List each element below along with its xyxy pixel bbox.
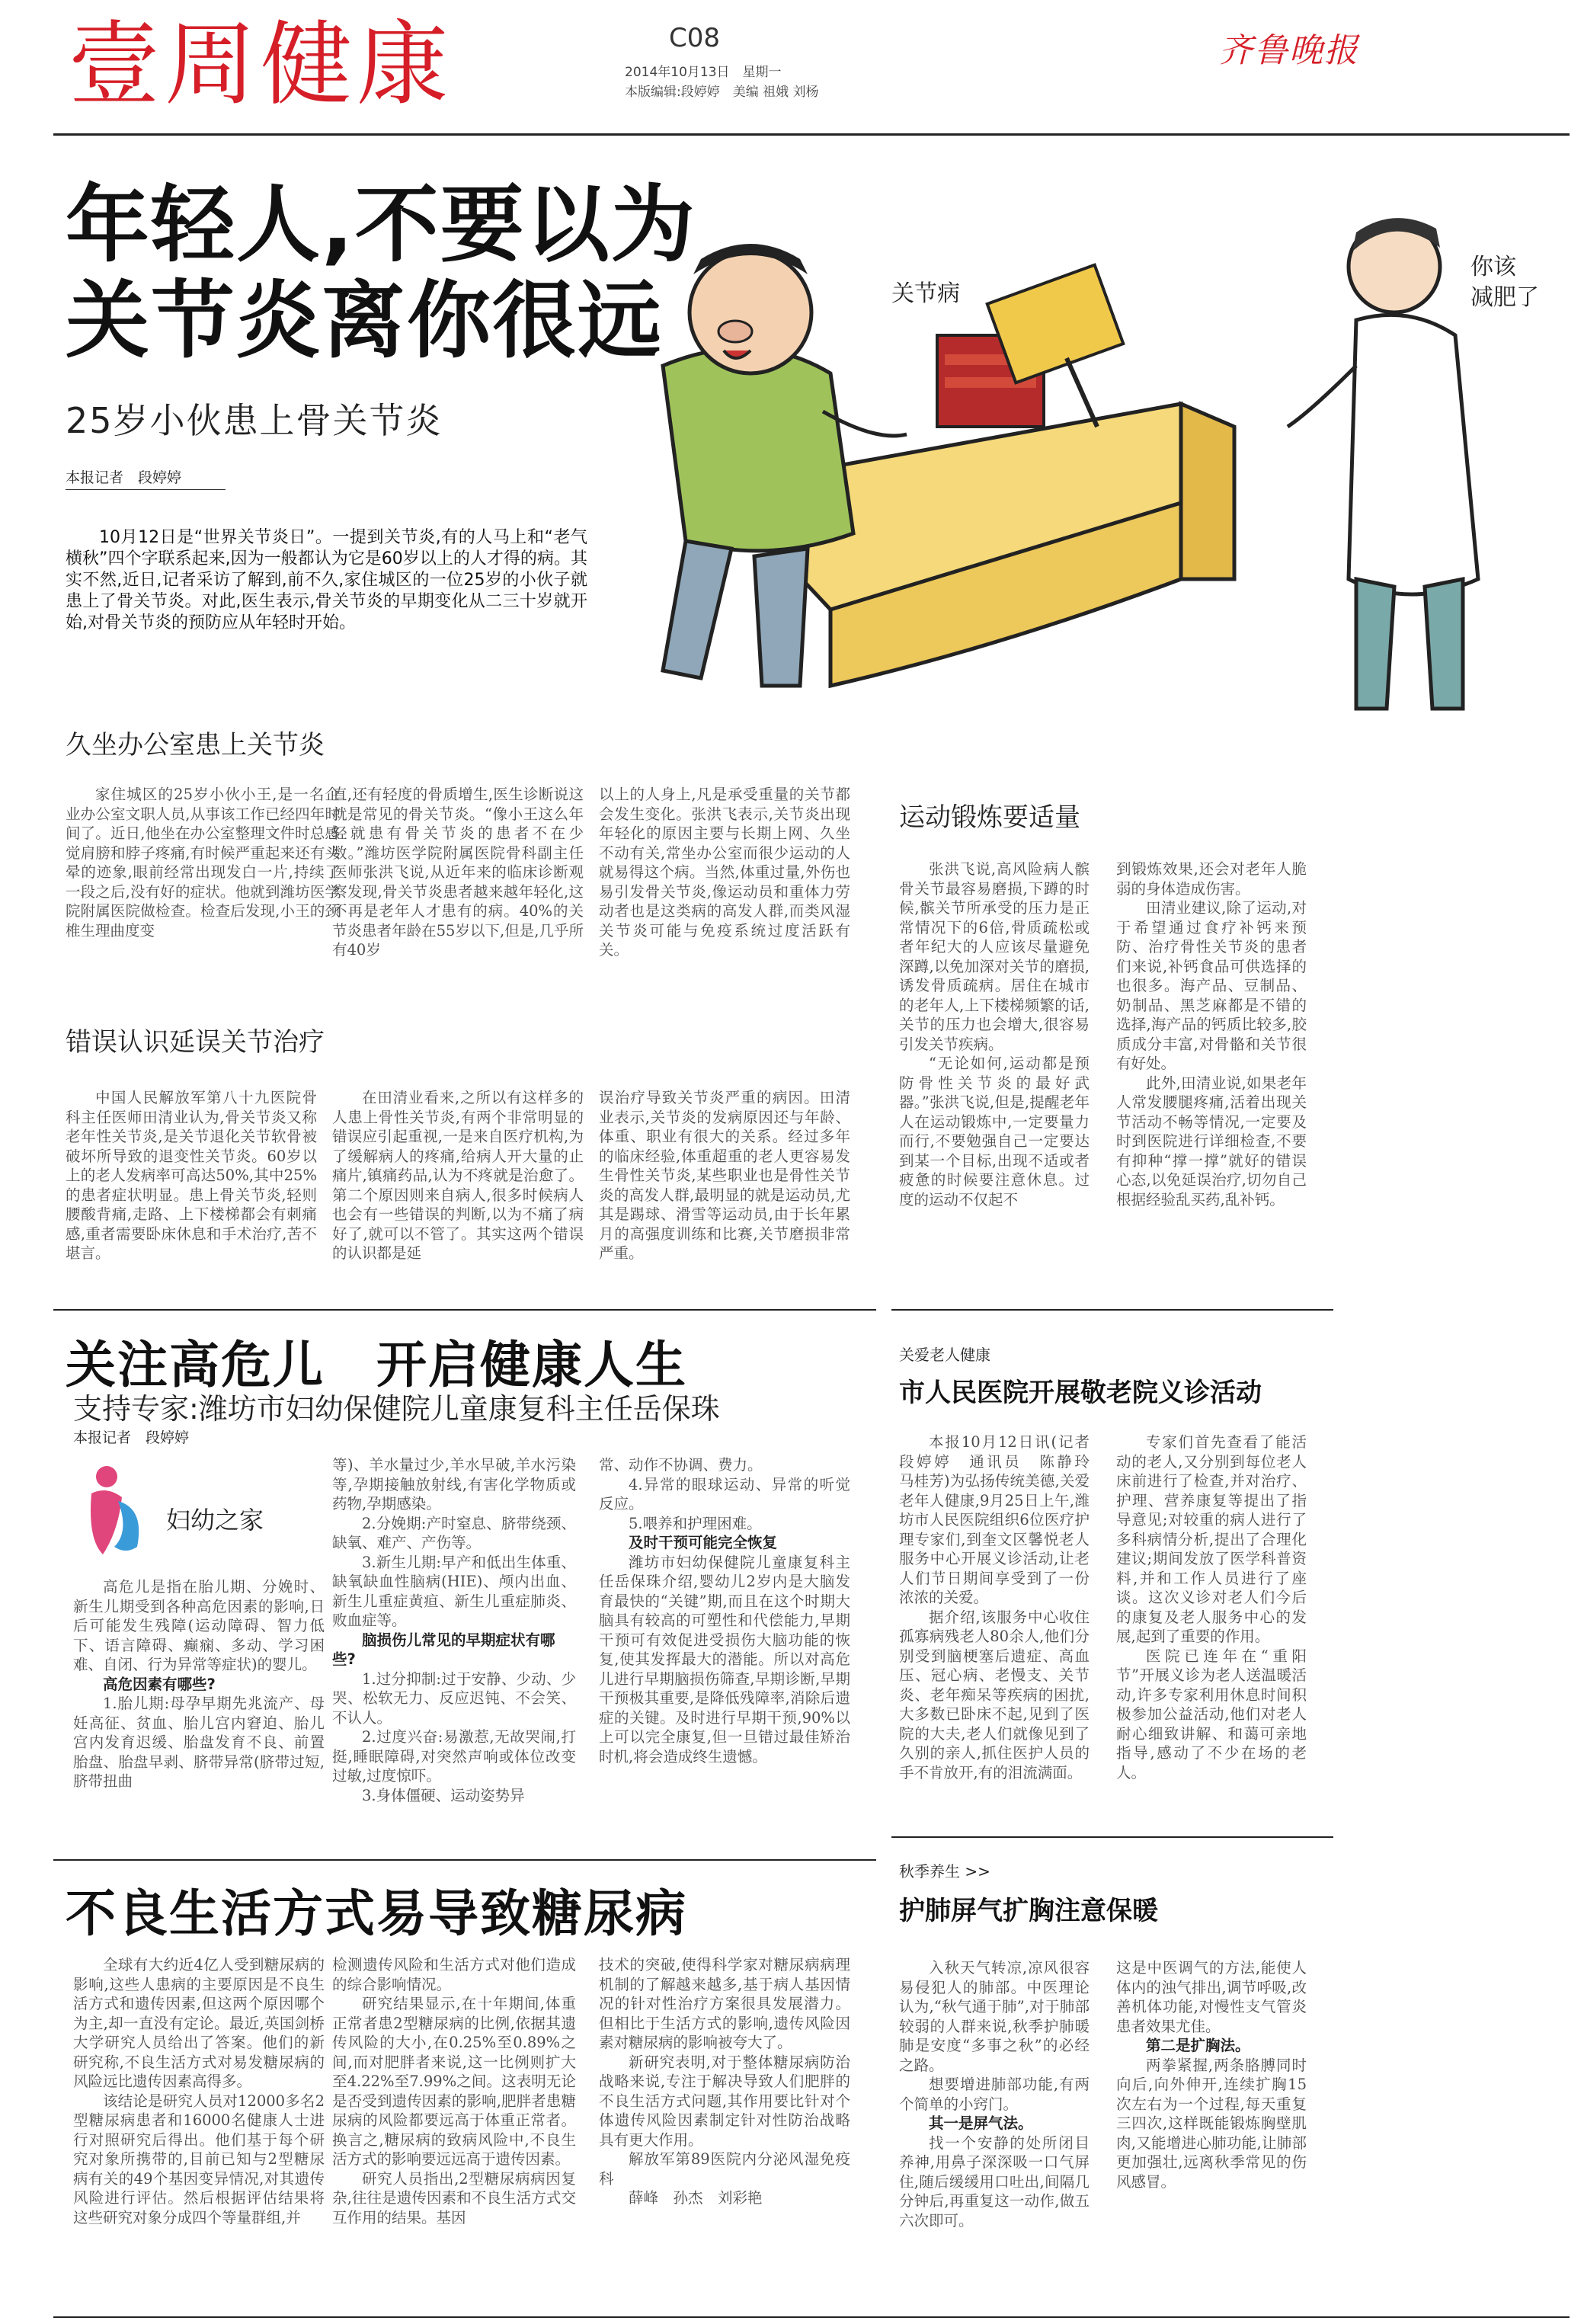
divider-article2 — [53, 1309, 876, 1311]
article4-col2: 专家们首先查看了能活动的老人,又分别到每位老人床前进行了检查,并对治疗、护理、营养康复等提出了指导意见;对较重的病人进行了多科病情分析,提出了合理化建议;期间发放了医学科普资料,并和工作人员进行了座谈。这次义诊对老人们今后的康复及老人服务中心的发展,起到了重要的作用。 医院已连年在“重阳节”开展义诊为老人送温暖活动,许多专家利用休息时间积极参加公益活动,他们对老人耐心细致讲解、和蔼可亲地指导,感动了不少在场的老人。 — [1116, 1433, 1307, 1781]
divider-article4 — [891, 1309, 1333, 1311]
masthead-rule — [53, 133, 1570, 136]
article3-col1: 全球有大约近4亿人受到糖尿病的影响,这些人患病的主要原因是不良生活方式和遗传因素,但这两个原因哪个为主,却一直没有定论。最近,英国剑桥大学研究人员给出了答案。他们的新研究称,不良生活方式对易发糖尿病的风险远比遗传因素高得多。 该结论是研究人员对12000多名2型糖尿病患者和16000名健康人士进行对照研究后得出。他们基于每个研究对象所携带的,目前已知与2型糖尿病有关的49个基因变异情况,对其遗传风险进行评估。然后根据评估结果将这些研究对象分成四个等量群组,并 — [73, 1956, 325, 2226]
article3-col2: 检测遗传风险和生活方式对他们造成的综合影响情况。 研究结果显示,在十年期间,体重正常者患2型糖尿病的比例,依据其遗传风险的大小,在0.25%至0.89%之间,而对肥胖者来说,这一比例则扩大至4.22%至7.99%之间。这表明无论是否受到遗传因素的影响,肥胖者患糖尿病的风险都要远高于体重正常者。换言之,糖尿病的致病风险中,不良生活方式的影响要远远高于遗传因素。 研究人员指出,2型糖尿病病因复杂,往往是遗传因素和不良生活方式交互作用的结果。基因 — [332, 1956, 576, 2226]
article4-col1: 本报10月12日讯(记者段婷婷 通讯员 陈静玲 马桂芳)为弘扬传统美德,关爱老年人健康,9月25日上午,潍坊市人民医院组织6位医疗护理专家们,到奎文区馨悦老人服务中心开展义诊活动,让老人们节日期间享受到了一份浓浓的关爱。 据介绍,该服务中心收住孤寡病残老人80余人,他们分别受到脑梗塞后遗症、高血压、冠心病、老慢支、关节炎、老年痴呆等疾病的困扰,大多数已卧床不起,见到了医院的大夫,老人们就像见到了久别的亲人,抓住医护人员的手不肯放开,有的泪流满面。 — [899, 1433, 1105, 1781]
article1-section3-col1: 张洪飞说,高风险病人髌骨关节最容易磨损,下蹲的时候,髌关节所承受的压力是正常情况下的6倍,骨质疏松或者年纪大的人应该尽量避免深蹲,以免加深对关节的磨损,诱发骨质疏病。居住在城市的老年人,上下楼梯频繁的话,关节的压力也会增大,很容易引发关节疾病。 “无论如何,运动都是预防骨性关节炎的最好武器。”张洪飞说,但是,提醒老年人在运动锻炼中,一定要量力而行,不要勉强自己一定要达到某一个目标,出现不适或者疲惫的时候要注意休息。过度的运动不仅起不 — [899, 860, 1090, 1208]
article1-section2-col3: 误治疗导致关节炎严重的病因。田清业表示,关节炎的发病原因还与年龄、体重、职业有很大的关系。经过多年的临床经验,体重超重的老人更容易发生骨性关节炎,某些职业也是骨性关节炎的高发人群,最明显的就是运动员,尤其是踢球、滑雪等运动员,由于长年累月的高强度训练和比赛,关节磨损非常严重。 — [599, 1089, 850, 1262]
article1-section1-col3: 以上的人身上,凡是承受重量的关节都会发生变化。张洪飞表示,关节炎出现年轻化的原因主要与长期上网、久坐不动有关,常坐办公室而很少运动的人就易得这个病。当然,体重过量,外伤也易引发骨关节炎,像运动员和重体力劳动者也是这类病的高发人群,而类风湿关节炎可能与免疫系统过度活跃有关。 — [599, 786, 850, 959]
article5-kicker: 秋季养生 >> — [899, 1862, 990, 1881]
page-number: C08 — [669, 23, 721, 53]
speech-patient: 关节病 — [891, 280, 960, 307]
article2-headline: 关注高危儿 开启健康人生 — [66, 1336, 687, 1394]
article2-subheadline: 支持专家:潍坊市妇幼保健院儿童康复科主任岳保珠 — [73, 1392, 720, 1426]
article5-col1: 入秋天气转凉,凉风很容易侵犯人的肺部。中医理论认为,“秋气通于肺”,对于肺部较弱的人群来说,秋季护肺暖肺是安度“多事之秋”的必经之路。 想要增进肺部功能,有两个简单的小窍门。 其一是屏气法。 找一个安静的处所闭目养神,用鼻子深深吸一口气屏住,随后缓缓用口吐出,间隔几分钟后,再重复这一动作,做五六次即可。 — [899, 1959, 1090, 2230]
article1-section1-col1: 家住城区的25岁小伙小王,是一名企业办公室文职人员,从事该工作已经四年时间了。近日,他坐在办公室整理文件时总感觉肩膀和脖子疼痛,有时候严重起来还有头晕的迹象,眼前经常出现发白一片,持续了一段之后,没有好的症状。他就到潍坊医学院附属医院做检查。检查后发现,小王的颈椎生理曲度变 — [66, 786, 340, 940]
speech-doctor-line2: 减肥了 — [1470, 284, 1539, 311]
article1-section2-title: 错误认识延误关节治疗 — [66, 1027, 325, 1058]
article1-headline-line2: 关节炎离你很远 — [66, 272, 663, 370]
article1-headline-line1: 年轻人,不要以为 — [66, 176, 696, 274]
article4-headline: 市人民医院开展敬老院义诊活动 — [899, 1378, 1262, 1408]
doctor-figure-icon — [1288, 218, 1478, 709]
article2-col3: 常、动作不协调、费力。 4.异常的眼球运动、异常的听觉反应。 5.喂养和护理困难。 及时干预可能完全恢复 潍坊市妇幼保健院儿童康复科主任岳保珠介绍,婴幼儿2岁内是大脑发育最快的“关键”期,而且在这个时期大脑具有较高的可塑性和代偿能力,早期干预可有效促进受损伤大脑功能的恢复,使其发挥最大的潜能。所以对高危儿进行早期脑损伤筛查,早期诊断,早期干预极其重要,是降低残障率,消除后遗症的关键。及时进行早期干预,90%以上可以完全康复,但一旦错过最佳矫治时机,将会造成终生遗憾。 — [599, 1456, 850, 1765]
byline-underline — [66, 489, 226, 490]
bottom-rule — [53, 2316, 1570, 2318]
cartoon-illustration — [602, 183, 1550, 735]
issue-meta — [625, 62, 819, 102]
speech-doctor-line1: 你该 — [1470, 254, 1516, 280]
article3-col3: 技术的突破,使得科学家对糖尿病病理机制的了解越来越多,基于病人基因情况的针对性治疗方案很具发展潜力。但相比于生活方式的影响,遗传风险因素对糖尿病的影响被夸大了。 新研究表明,对于整体糖尿病防治战略来说,专注于解决导致人们肥胖的不良生活方式问题,其作用要比针对个体遗传风险因素制定针对性防治战略具有更大作用。 解放军第89医院内分泌风湿免疫科 薛峰 孙杰 刘彩艳 — [599, 1956, 850, 2207]
article5-col2: 这是中医调气的方法,能使人体内的浊气排出,调节呼吸,改善机体功能,对慢性支气管炎患者效果尤佳。 第二是扩胸法。 两拳紧握,两条胳膊同时向后,向外伸开,连续扩胸15次左右为一个过程,每天重复三四次,这样既能锻炼胸壁肌肉,又能增进心肺功能,让肺部更加强壮,远离秋季常见的伤风感冒。 — [1116, 1959, 1307, 2191]
mother-child-logo-icon — [76, 1463, 160, 1562]
section-title: 壹周健康 — [69, 12, 453, 118]
divider-article3 — [53, 1859, 876, 1861]
article2-col2: 等)、羊水量过少,羊水早破,羊水污染等,孕期接触放射线,有害化学物质或药物,孕期感染。 2.分娩期:产时窒息、脐带绕颈、缺氧、难产、产伤等。 3.新生儿期:早产和低出生体重、缺氧缺血性脑病(HIE)、颅内出血、新生儿重症黄疸、新生儿重症肺炎、败血症等。 脑损伤儿常见的早期症状有哪些? 1.过分抑制:过于安静、少动、少哭、松软无力、反应迟钝、不会笑、不认人。 2.过度兴奋:易激惹,无故哭闹,打挺,睡眠障碍,对突然声响或体位改变过敏,过度惊吓。 3.身体僵硬、运动姿势异 — [332, 1456, 576, 1804]
article1-section3-title: 运动锻炼要适量 — [899, 802, 1080, 833]
article1-lead: 10月12日是“世界关节炎日”。一提到关节炎,有的人马上和“老气横秋”四个字联系起来,因为一般都认为它是60岁以上的人才得的病。其实不然,近日,记者采访了解到,前不久,家住城区的一位25岁的小伙子就患上了骨关节炎。对此,医生表示,骨关节炎的早期变化从二三十岁就开始,对骨关节炎的预防应从年轻时开始。 — [66, 528, 587, 632]
article1-section2-col2: 在田清业看来,之所以有这样多的人患上骨性关节炎,有两个非常明显的错误应引起重视,一是来自医疗机构,为了缓解病人的疼痛,给病人开大量的止痛片,镇痛药品,认为不疼就是治愈了。第二个原因则来自病人,很多时候病人也会有一些错误的判断,以为不痛了病好了,就可以不管了。其实这两个错误的认识都是延 — [332, 1089, 584, 1262]
article3-headline: 不良生活方式易导致糖尿病 — [66, 1884, 687, 1943]
issue-date: 2014年10月13日 星期一 — [625, 65, 782, 80]
divider-article5 — [891, 1836, 1333, 1838]
fuyou-logo — [76, 1463, 305, 1562]
article1-section2-col1: 中国人民解放军第八十九医院骨科主任医师田清业认为,骨关节炎又称老年性关节炎,是关节退化关节软骨被破坏所导致的退变性关节炎。60岁以上的老人发病率可高达50%,其中25%的患者症状明显。患上骨关节炎,轻则腰酸背痛,走路、上下楼梯都会有刺痛感,重者需要卧床休息和手术治疗,苦不堪言。 — [66, 1089, 317, 1262]
article1-section1-col2: 直,还有轻度的骨质增生,医生诊断说这就是常见的骨关节炎。“像小王这么年轻就患有骨关节炎的患者不在少数。”潍坊医学院附属医院骨科副主任医师张洪飞说,从近年来的临床诊断观察发现,骨关节炎患者越来越年轻化,这不再是老年人才患有的病。40%的关节炎患者年龄在55岁以下,但是,几乎所有40岁 — [332, 786, 584, 959]
article1-section1-title: 久坐办公室患上关节炎 — [66, 730, 325, 760]
issue-editors: 本版编辑:段婷婷 美编 祖娥 刘杨 — [625, 85, 819, 100]
fuyou-logo-text: 妇幼之家 — [166, 1506, 264, 1535]
article4-kicker: 关爱老人健康 — [899, 1346, 990, 1364]
paper-logo: 齐鲁晚报 — [1219, 31, 1359, 70]
article1-byline: 本报记者 段婷婷 — [66, 469, 182, 486]
article2-byline: 本报记者 段婷婷 — [73, 1429, 190, 1446]
article1-subheadline: 25岁小伙患上骨关节炎 — [66, 400, 443, 441]
article1-section3-col2: 到锻炼效果,还会对老年人脆弱的身体造成伤害。 田清业建议,除了运动,对于希望通过食疗补钙来预防、治疗骨性关节炎的患者们来说,补钙食品可供选择的也很多。海产品、豆制品、奶制品、黑芝麻都是不错的选择,海产品的钙质比较多,胶质成分丰富,对骨骼和关节很有好处。 此外,田清业说,如果老年人常发腰腿疼痛,活着出现关节活动不畅等情况,一定要及时到医院进行详细检查,不要有抑种“撑一撑”就好的错误心态,以免延误治疗,切勿自己根据经验乱买药,乱补钙。 — [1116, 860, 1307, 1208]
article5-headline: 护肺屏气扩胸注意保暖 — [899, 1896, 1158, 1926]
article2-col1: 高危儿是指在胎儿期、分娩时、新生儿期受到各种高危因素的影响,日后可能发生残障(运动障碍、智力低下、语言障碍、癫痫、多动、学习困难、自闭、行为异常等症状)的婴儿。 高危因素有哪些? 1.胎儿期:母孕早期先兆流产、母妊高征、贫血、胎儿宫内窘迫、胎儿宫内发育迟缓、胎盘发育不良、前置胎盘、胎盘早剥、脐带异常(脐带过短,脐带扭曲 — [73, 1578, 325, 1790]
